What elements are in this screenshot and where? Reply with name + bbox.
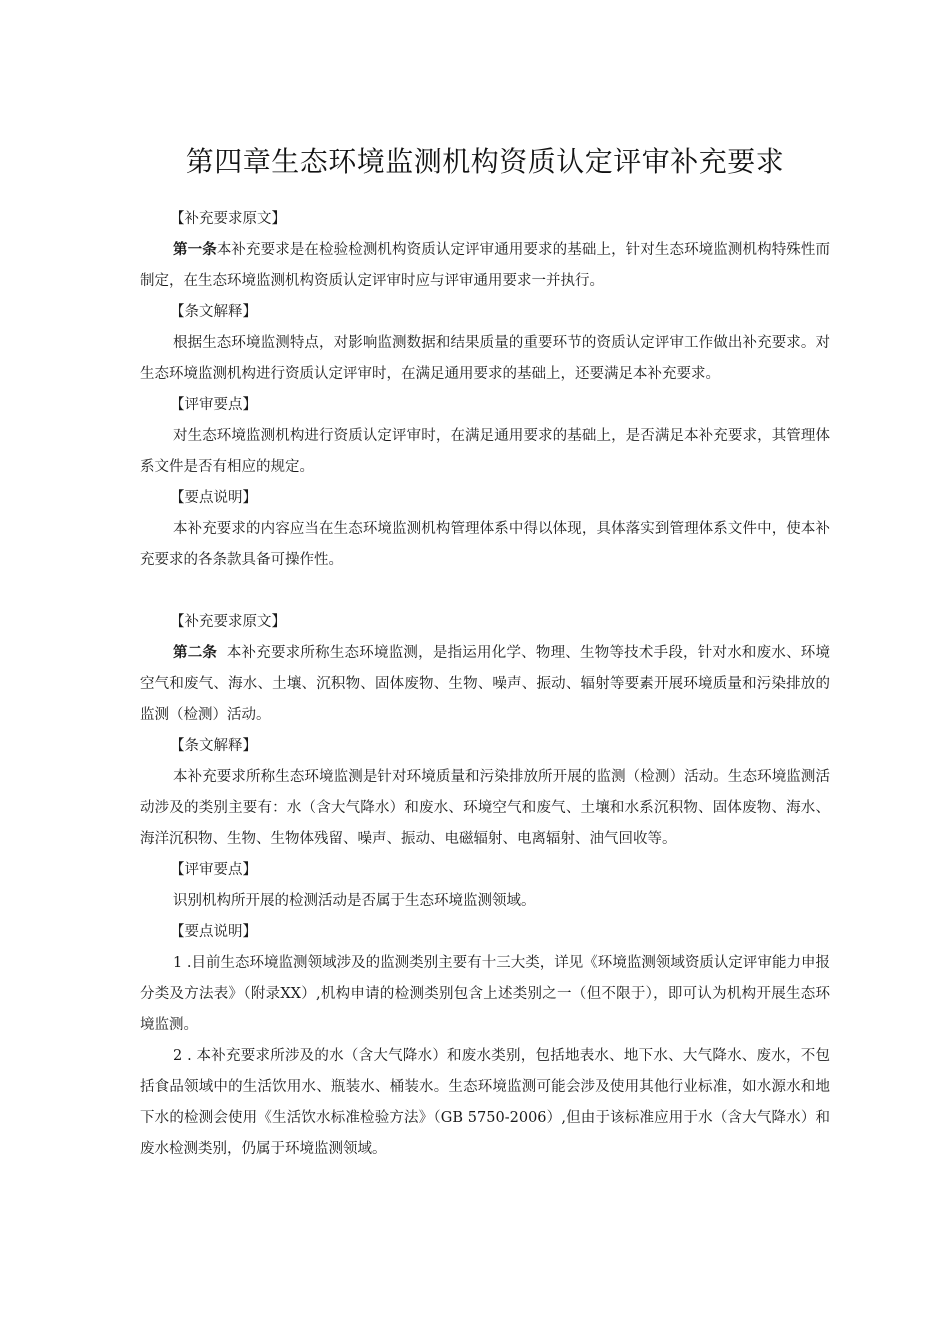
label-original: 【补充要求原文】 xyxy=(170,211,286,227)
label-review: 【评审要点】 xyxy=(170,862,257,878)
note-item-2: 2 . 本补充要求所涉及的水（含大气降水）和废水类别，包括地表水、地下水、大气降水、废水，不包括食品领域中的生活饮用水、瓶装水、桶装水。生态环境监测可能会涉及使用其他行业标准，如水源水和地下水的检测会使用《生活饮水标准检验方法》（GB 5750-2006）,但由于该标准应用于水（含大气降水）和废水检测类别，仍属于环境监测领域。 xyxy=(140,1048,830,1157)
section-article-2 xyxy=(140,607,830,1165)
article-head: 第一条 xyxy=(173,242,217,258)
document-page xyxy=(140,140,830,1165)
label-explain: 【条文解释】 xyxy=(170,738,257,754)
article-text: 本补充要求是在检验检测机构资质认定评审通用要求的基础上，针对生态环境监测机构特殊性而制定，在生态环境监测机构资质认定评审时应与评审通用要求一并执行。 xyxy=(140,242,831,289)
note-item-1: 1 .目前生态环境监测领域涉及的监测类别主要有十三大类，详见《环境监测领域资质认定评审能力申报分类及方法表》（附录XX）,机构申请的检测类别包含上述类别之一（但不限于），即可认为机构开展生态环境监测。 xyxy=(140,955,830,1033)
label-review: 【评审要点】 xyxy=(170,397,257,413)
explain-paragraph: 根据生态环境监测特点，对影响监测数据和结果质量的重要环节的资质认定评审工作做出补充要求。对生态环境监测机构进行资质认定评审时，在满足通用要求的基础上，还要满足本补充要求。 xyxy=(140,335,830,382)
article-head: 第二条 xyxy=(173,645,218,661)
note-paragraph: 本补充要求的内容应当在生态环境监测机构管理体系中得以体现，具体落实到管理体系文件中，使本补充要求的各条款具备可操作性。 xyxy=(140,521,830,568)
section-gap xyxy=(140,576,830,607)
label-note: 【要点说明】 xyxy=(170,490,257,506)
label-note: 【要点说明】 xyxy=(170,924,257,940)
article-paragraph xyxy=(140,235,830,297)
label-original: 【补充要求原文】 xyxy=(170,614,286,630)
explain-paragraph: 本补充要求所称生态环境监测是针对环境质量和污染排放所开展的监测（检测）活动。生态环境监测活动涉及的类别主要有：水（含大气降水）和废水、环境空气和废气、土壤和水系沉积物、固体废物、海水、海洋沉积物、生物、生物体残留、噪声、振动、电磁辐射、电离辐射、油气回收等。 xyxy=(140,769,830,847)
label-explain: 【条文解释】 xyxy=(170,304,257,320)
section-article-1 xyxy=(140,204,830,576)
article-paragraph xyxy=(140,638,830,731)
page-title: 第四章生态环境监测机构资质认定评审补充要求 xyxy=(185,145,785,178)
review-paragraph: 对生态环境监测机构进行资质认定评审时，在满足通用要求的基础上，是否满足本补充要求，其管理体系文件是否有相应的规定。 xyxy=(140,428,830,475)
review-paragraph: 识别机构所开展的检测活动是否属于生态环境监测领域。 xyxy=(173,893,536,909)
article-text: 本补充要求所称生态环境监测，是指运用化学、物理、生物等技术手段，针对水和废水、环境空气和废气、海水、土壤、沉积物、固体废物、生物、噪声、振动、辐射等要素开展环境质量和污染排放的监测（检测）活动。 xyxy=(140,645,831,723)
